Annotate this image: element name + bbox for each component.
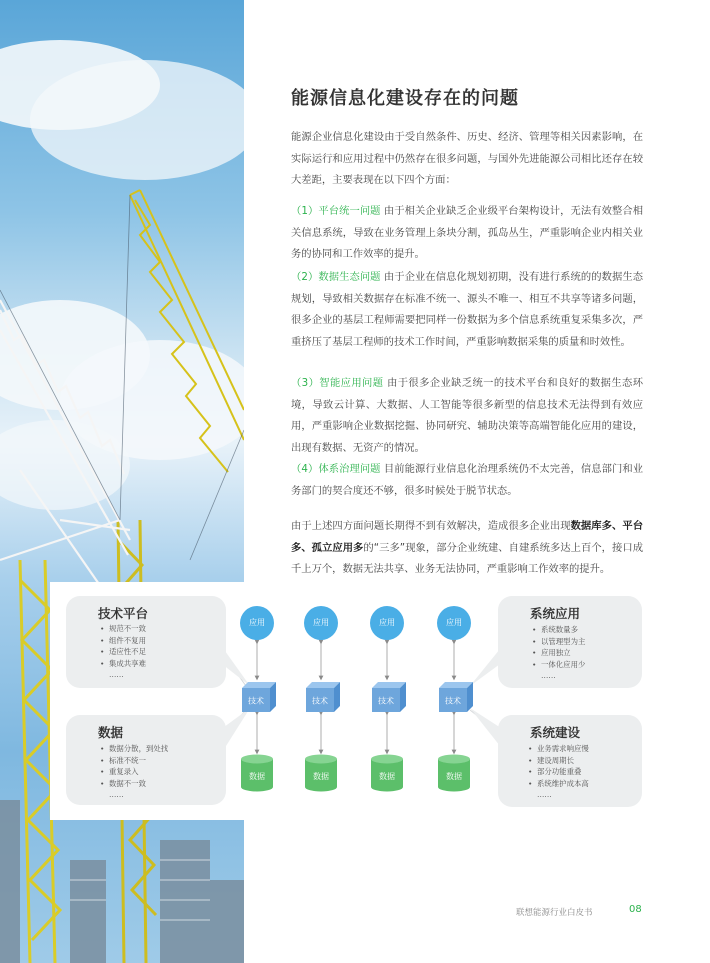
list-item: …… bbox=[109, 790, 124, 799]
app-node-1: 应用 bbox=[240, 606, 274, 640]
list-item: • 部分功能重叠 bbox=[528, 767, 582, 776]
tech-node-3 bbox=[368, 682, 406, 712]
list-item: …… bbox=[537, 790, 552, 799]
app-node-2: 应用 bbox=[304, 606, 338, 640]
data-title: 数据 bbox=[98, 725, 124, 740]
data-node-4 bbox=[437, 754, 471, 792]
issue-4-heading: （4）体系治理问题 bbox=[291, 463, 381, 475]
list-item: • 数据分散，到处找 bbox=[100, 744, 169, 753]
app-node-4: 应用 bbox=[437, 606, 471, 640]
svg-text:数据: 数据 bbox=[446, 772, 462, 781]
svg-text:数据: 数据 bbox=[313, 772, 329, 781]
issue-1-paragraph bbox=[291, 201, 643, 266]
data-node-2 bbox=[304, 754, 338, 792]
list-item: • 系统维护成本高 bbox=[528, 778, 589, 788]
issue-4-text: 目前能源行业信息化治理系统仍不太完善，信息部门和业务部门的契合度还不够，很多时候处于脱节状态。 bbox=[291, 463, 643, 497]
summary-text-2: 的“三多”现象，部分企业统建、自建系统多达上百个，接口成千上万个，数据无法共享、业务无法协同，严重影响工作效率的提升。 bbox=[291, 541, 644, 575]
app-node-3: 应用 bbox=[370, 606, 404, 640]
data-node-3 bbox=[370, 754, 404, 792]
tech-node-4 bbox=[435, 682, 473, 712]
issue-4-paragraph bbox=[291, 459, 643, 502]
issue-3-paragraph bbox=[291, 373, 643, 459]
summary-bold: 数据库多、平台多、孤立应用多 bbox=[291, 520, 644, 554]
list-item: • 数据不一致 bbox=[100, 778, 146, 788]
list-item: • 适应性不足 bbox=[100, 647, 146, 656]
problems-diagram bbox=[50, 582, 662, 820]
page-number: 08 bbox=[629, 904, 642, 915]
list-item: • 标准不统一 bbox=[100, 755, 146, 765]
summary-text-1: 由于上述四方面问题长期得不到有效解决，造成很多企业出现 bbox=[291, 520, 571, 532]
footer-publication: 联想能源行业白皮书 bbox=[516, 908, 593, 918]
list-item: • 应用独立 bbox=[532, 648, 571, 657]
page-title: 能源信息化建设存在的问题 bbox=[291, 88, 519, 109]
svg-text:技术: 技术 bbox=[378, 696, 394, 706]
system-construction-title: 系统建设 bbox=[530, 725, 581, 740]
issue-3-text: 由于很多企业缺乏统一的技术平台和良好的数据生态环境，导致云计算、大数据、人工智能等很多新型的信息技术无法得到有效应用，严重影响企业数据挖掘、协同研究、辅助决策等高端智能化应用的建设，出现有数据、无资产的情况。 bbox=[291, 377, 644, 454]
tech-node-1 bbox=[238, 682, 276, 712]
issue-1-heading: （1）平台统一问题 bbox=[291, 205, 381, 217]
svg-text:技术: 技术 bbox=[312, 696, 328, 706]
tech-platform-title: 技术平台 bbox=[98, 606, 149, 621]
intro-paragraph: 能源企业信息化建设由于受自然条件、历史、经济、管理等相关因素影响，在实际运行和应用过程中仍然存在很多问题，与国外先进能源公司相比还存在较大差距，主要表现在以下四个方面： bbox=[291, 131, 643, 186]
data-node-1 bbox=[240, 754, 274, 792]
list-item: • 一体化应用少 bbox=[532, 659, 586, 669]
diagram-connectors bbox=[50, 582, 662, 820]
list-item: • 重复录入 bbox=[100, 767, 139, 776]
svg-text:数据: 数据 bbox=[249, 772, 265, 781]
svg-text:技术: 技术 bbox=[445, 696, 461, 706]
summary-paragraph bbox=[291, 516, 643, 581]
list-item: • 建设周期长 bbox=[528, 755, 574, 765]
issue-1-text: 由于相关企业缺乏企业级平台架构设计，无法有效整合相关信息系统，导致在业务管理上条块分割，孤岛丛生，严重影响企业内相关业务的协同和工作效率的提升。 bbox=[291, 205, 643, 260]
issue-2-text: 由于企业在信息化规划初期，没有进行系统的的数据生态规划，导致相关数据存在标准不统一、源头不唯一、相互不共享等诸多问题，很多企业的基层工程师需要把同样一份数据为多个信息系统重复采集多次，严重挤压了基层工程师的技术工作时间，严重影响数据采集的质量和时效性。 bbox=[291, 271, 643, 348]
list-item: • 业务需求响应慢 bbox=[528, 744, 589, 753]
issue-2-paragraph bbox=[291, 267, 643, 353]
list-item: …… bbox=[541, 671, 556, 680]
list-item: • 以管理型为主 bbox=[532, 636, 586, 646]
list-item: • 组件不复用 bbox=[100, 635, 146, 645]
issue-3-heading: （3）智能应用问题 bbox=[291, 377, 384, 389]
list-item: • 规范不一致 bbox=[100, 624, 146, 633]
tech-node-2 bbox=[302, 682, 340, 712]
list-item: • 系统数量多 bbox=[532, 625, 578, 634]
svg-text:数据: 数据 bbox=[379, 772, 395, 781]
svg-text:技术: 技术 bbox=[248, 696, 264, 706]
list-item: • 集成共享难 bbox=[100, 658, 146, 668]
issue-2-heading: （2）数据生态问题 bbox=[291, 271, 381, 283]
list-item: …… bbox=[109, 670, 124, 679]
system-application-title: 系统应用 bbox=[530, 606, 581, 621]
